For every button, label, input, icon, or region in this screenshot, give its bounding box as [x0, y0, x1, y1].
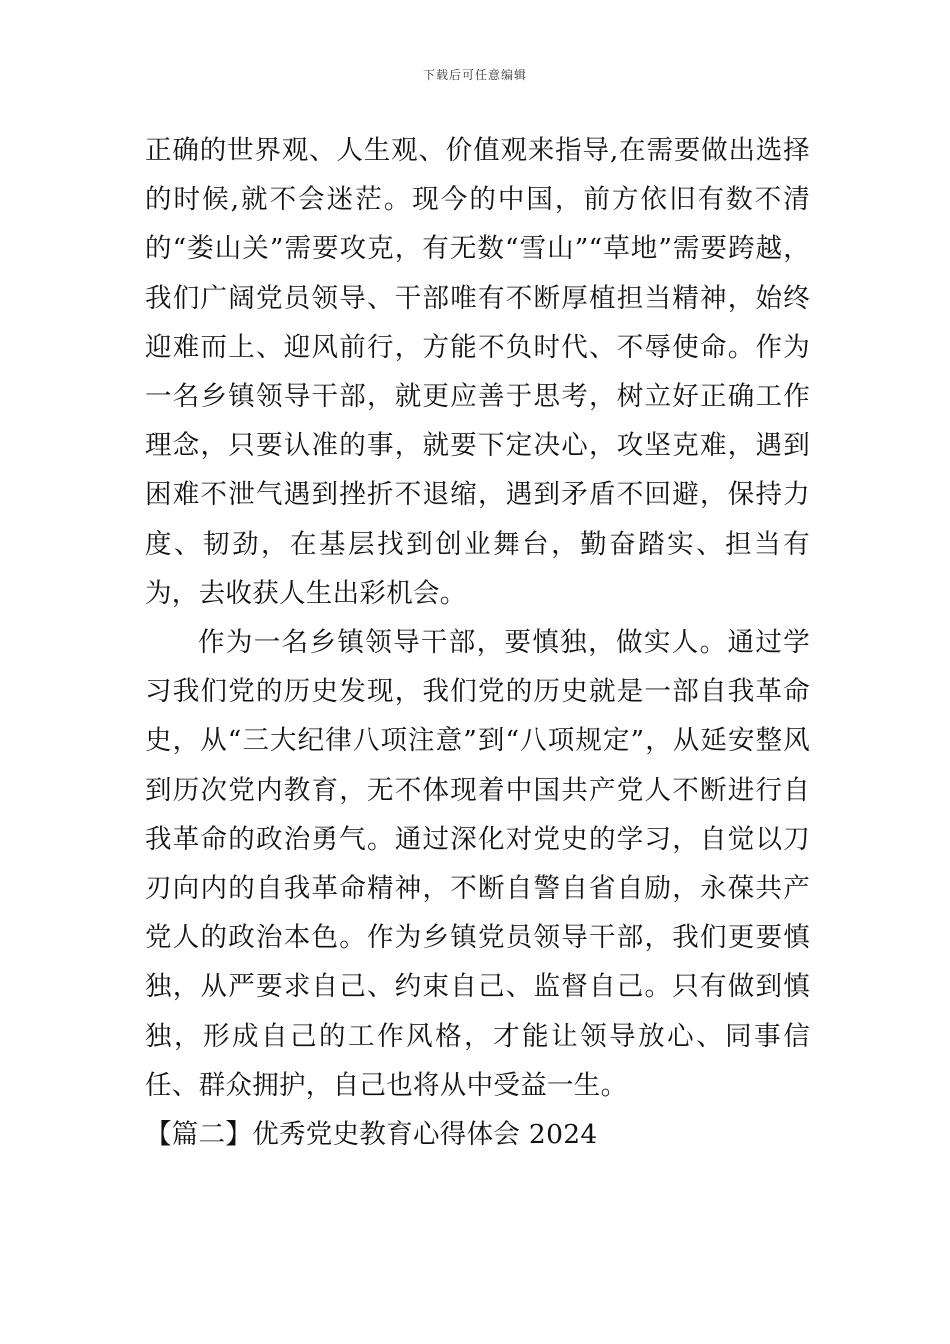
paragraph-2: 作为一名乡镇领导干部，要慎独，做实人。通过学习我们党的历史发现，我们党的历史就是一部自我革命史，从“三大纪律八项注意”到“八项规定”，从延安整风到历次党内教育，无不体现着中国共产党人不断进行自我革命的政治勇气。通过深化对党史的学习，自觉以刀刃向内的自我革命精神，不断自警自省自励，永葆共产党人的政治本色。作为乡镇党员领导干部，我们更要慎独，从严要求自己、约束自己、监督自己。只有做到慎独，形成自己的工作风格，才能让领导放心、同事信任、群众拥护，自己也将从中受益一生。 — [145, 627, 810, 1101]
header-note: 下载后可任意编辑 — [422, 68, 527, 82]
document-body — [145, 126, 810, 1159]
paragraph-1: 正确的世界观、人生观、价值观来指导,在需要做出选择的时候,就不会迷茫。现今的中国，前方依旧有数不清的“娄山关”需要攻克，有无数“雪山”“草地”需要跨越，我们广阔党员领导、干部唯有不断厚植担当精神，始终迎难而上、迎风前行，方能不负时代、不辱使命。作为一名乡镇领导干部，就更应善于思考，树立好正确工作理念，只要认准的事，就要下定决心，攻坚克难，遇到困难不泄气遇到挫折不退缩，遇到矛盾不回避，保持力度、韧劲，在基层找到创业舞台，勤奋踏实、担当有为，去收获人生出彩机会。 — [145, 135, 810, 609]
section-heading: 【篇二】优秀党史教育心得体会 2024 — [145, 1119, 598, 1151]
